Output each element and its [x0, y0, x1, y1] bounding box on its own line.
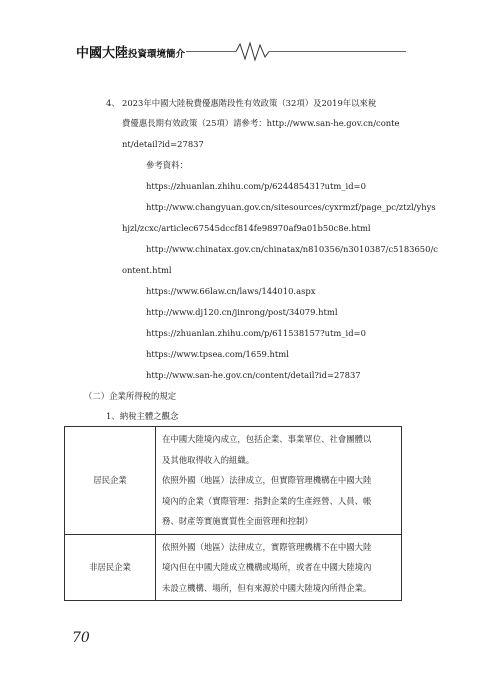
description-line: 依照外國（地區）法律成立，但實際管理機構在中國大陸 — [162, 475, 372, 485]
item-number: 4、 — [106, 98, 120, 108]
table-row-label: 非居民企業 — [65, 534, 156, 601]
reference-link[interactable]: http://www.chinatax.gov.cn/chinatax/n810356/n3010387/c5183650/c — [146, 244, 438, 254]
description-line: 依照外國（地區）法律成立，實際管理機構不在中國大陸 — [162, 541, 372, 552]
subsection-heading: 1、納稅主體之觀念 — [106, 411, 179, 421]
table-row-description — [156, 534, 402, 601]
description-line: 境內的企業（實際管理：指對企業的生產經營、人員、帳 — [162, 495, 372, 506]
section-heading: （二）企業所得稅的規定 — [84, 391, 177, 401]
header-title-big: 中國大陸 — [76, 46, 129, 61]
item-text-line: nt/detail?id=27837 — [122, 139, 204, 149]
header-title-small: 投資環境簡介 — [128, 49, 186, 60]
description-line: 在中國大陸境內成立，包括企業、事業單位、社會團體以 — [162, 434, 372, 444]
description-line: 未設立機構、場所，但有來源於中國大陸境內所得企業。 — [162, 582, 372, 593]
description-line: 境內但在中國大陸成立機構或場所，或者在中國大陸境內 — [162, 562, 372, 572]
page-header — [76, 40, 406, 62]
item-text-line: 費優惠長期有效政策（25項）請參考：http://www.san-he.gov.cn/conte — [122, 118, 400, 128]
table-row-description — [156, 427, 402, 535]
description-line: 務、財產等實施實質性全面管理和控制） — [162, 516, 313, 526]
header-wave-decoration — [76, 40, 406, 62]
reference-link-continued[interactable]: ontent.html — [122, 265, 172, 275]
reference-link[interactable]: http://www.changyuan.gov.cn/sitesources/cyxrmzf/page_pc/ztzl/yhys — [146, 202, 436, 212]
table-row — [65, 534, 402, 601]
reference-link[interactable]: https://zhuanlan.zhihu.com/p/611538157?utm_id=0 — [146, 328, 366, 338]
reference-link[interactable]: http://www.dj120.cn/jinrong/post/34079.html — [146, 307, 338, 317]
reference-link[interactable]: https://www.66law.cn/laws/144010.aspx — [146, 286, 316, 296]
reference-link-continued[interactable]: hjzl/zcxc/articlec67545dccf814fe98970af9a01b50c8e.html — [122, 223, 371, 233]
taxpayer-table — [64, 426, 402, 601]
reference-link[interactable]: https://www.tpsea.com/1659.html — [146, 349, 289, 359]
references-label: 參考資料： — [146, 160, 188, 170]
reference-link[interactable]: https://zhuanlan.zhihu.com/p/624485431?utm_id=0 — [146, 181, 366, 191]
table-row-label: 居民企業 — [65, 427, 156, 535]
description-line: 及其他取得收入的組織。 — [162, 454, 255, 465]
item-text-line: 2023年中國大陸稅費優惠階段性有效政策（32項）及2019年以來稅 — [122, 98, 377, 108]
reference-link[interactable]: http://www.san-he.gov.cn/content/detail?id=27837 — [146, 370, 361, 380]
table-row — [65, 427, 402, 535]
page-number: 70 — [72, 630, 90, 646]
